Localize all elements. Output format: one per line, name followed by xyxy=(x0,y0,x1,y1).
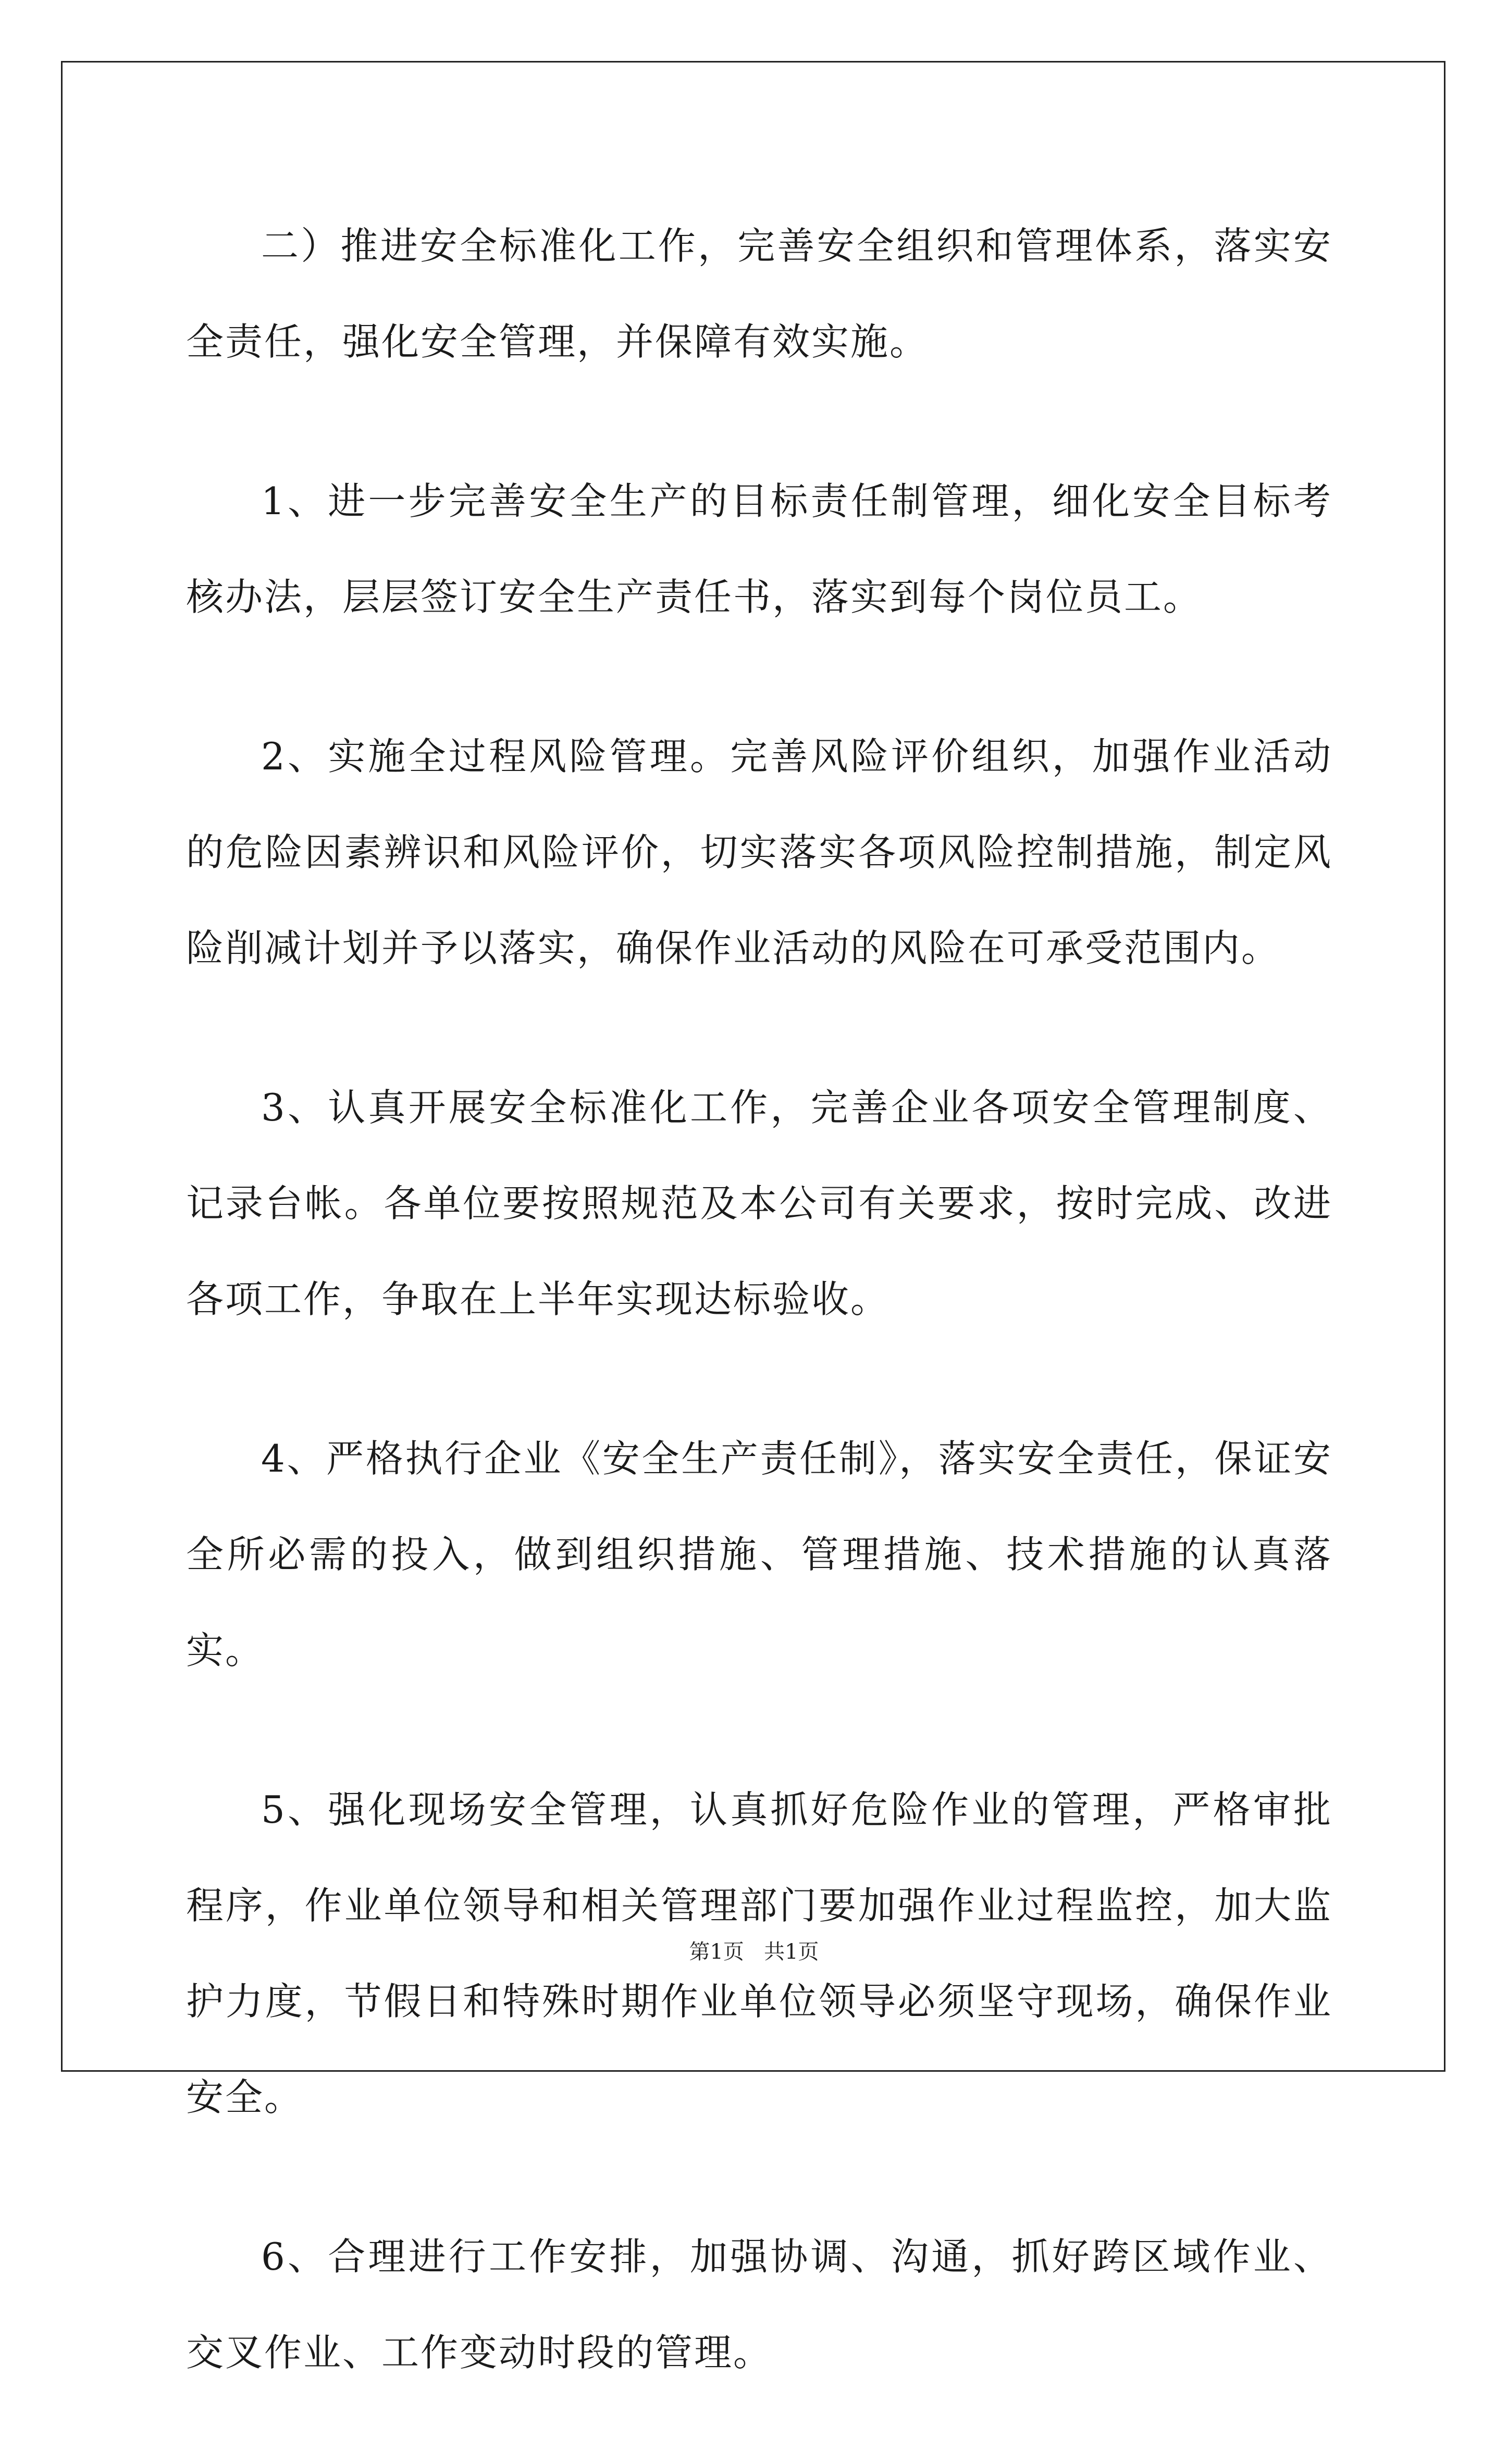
page-total: 共1页 xyxy=(764,1940,819,1964)
paragraph: 5、强化现场安全管理，认真抓好危险作业的管理，严格审批程序，作业单位领导和相关管理部门要加强作业过程监控，加大监护力度，节假日和特殊时期作业单位领导必须坚守现场，确保作业安全。 xyxy=(186,1788,1332,2119)
paragraph: 4、严格执行企业《安全生产责任制》，落实安全责任，保证安全所必需的投入，做到组织措施、管理措施、技术措施的认真落实。 xyxy=(186,1437,1332,1672)
paragraph: 3、认真开展安全标准化工作，完善企业各项安全管理制度、记录台帐。各单位要按照规范及本公司有关要求，按时完成、改进各项工作，争取在上半年实现达标验收。 xyxy=(186,1086,1332,1321)
document-body xyxy=(186,198,1332,2464)
paragraph: 2、实施全过程风险管理。完善风险评价组织，加强作业活动的危险因素辨识和风险评价，切实落实各项风险控制措施，制定风险削减计划并予以落实，确保作业活动的风险在可承受范围内。 xyxy=(186,735,1332,970)
paragraph: 1、进一步完善安全生产的目标责任制管理，细化安全目标考核办法，层层签订安全生产责任书，落实到每个岗位员工。 xyxy=(186,479,1332,619)
page-footer xyxy=(0,1939,1508,1965)
page-number: 第1页 xyxy=(689,1940,744,1964)
paragraph: 6、合理进行工作安排，加强协调、沟通，抓好跨区域作业、交叉作业、工作变动时段的管理。 xyxy=(186,2235,1332,2374)
paragraph: 二）推进安全标准化工作，完善安全组织和管理体系，落实安全责任，强化安全管理，并保障有效实施。 xyxy=(186,224,1332,364)
